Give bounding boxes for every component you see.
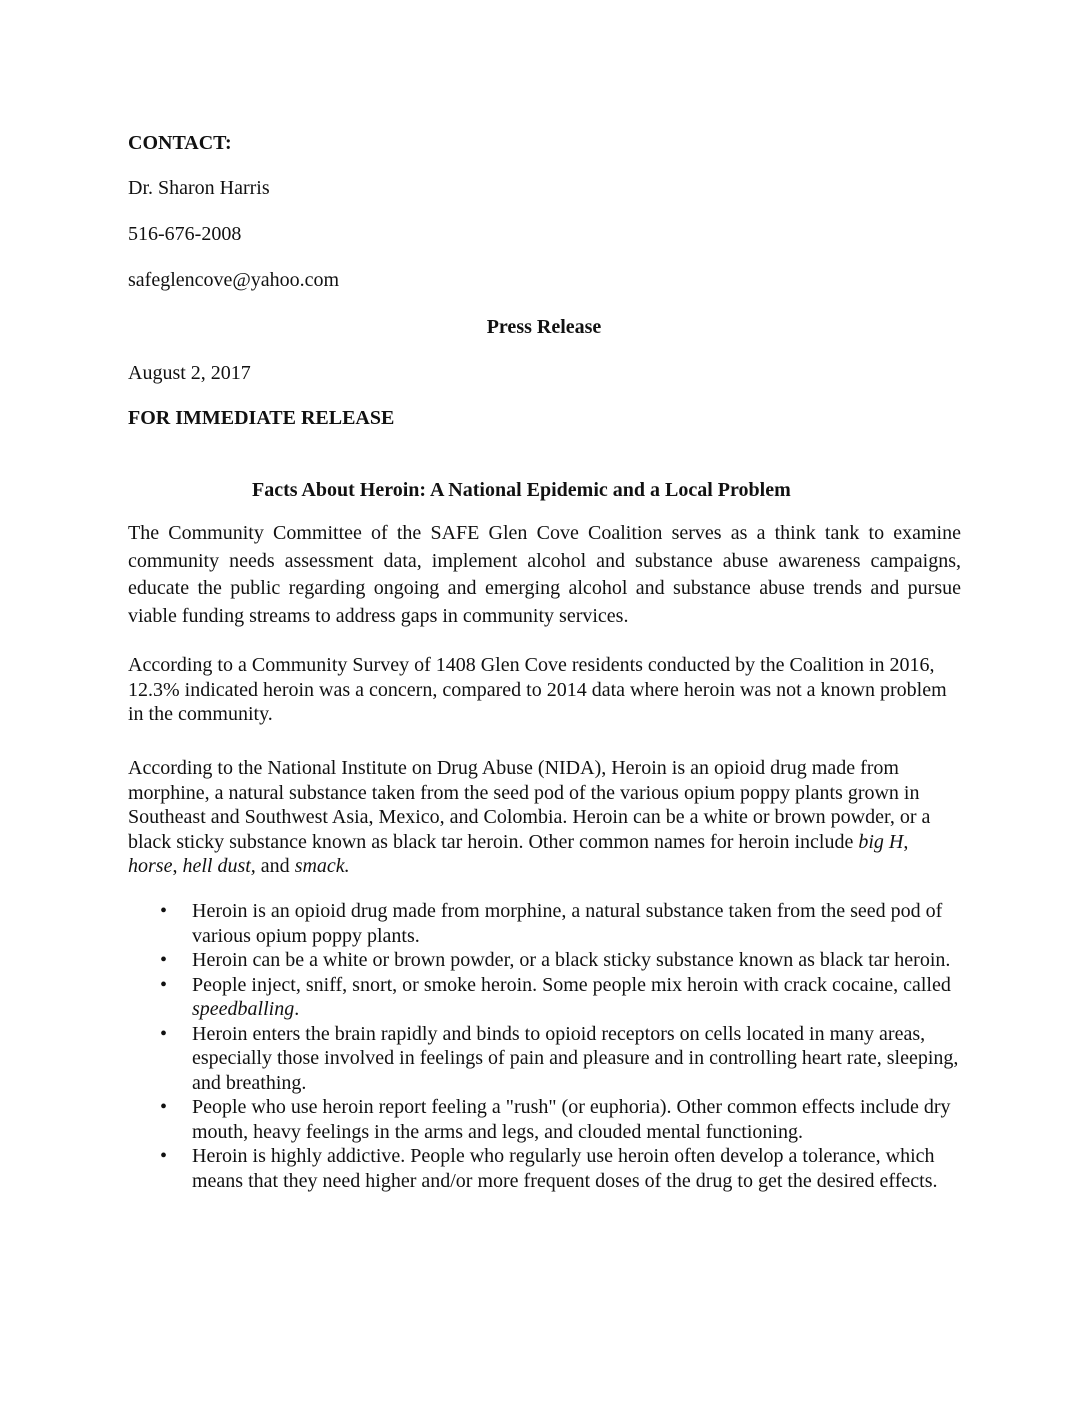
facts-bullet-list [128,899,961,1193]
bullet-icon: • [160,1145,168,1167]
contact-name: Dr. Sharon Harris [128,177,270,199]
list-item-text: People inject, sniff, snort, or smoke heroin. Some people mix heroin with crack cocaine, called [192,973,951,996]
street-name-horse: horse [128,855,173,877]
bullet-icon: • [160,900,168,922]
list-item [128,948,961,973]
list-item-text: Heroin enters the brain rapidly and binds to opioid receptors on cells located in many areas, especially those involved in feelings of pain and pleasure and in controlling heart rate, sleeping, and breathing. [192,1022,959,1094]
contact-email: safeglencove@yahoo.com [128,269,340,291]
list-item-text: Heroin is highly addictive. People who regularly use heroin often develop a tolerance, which means that they need higher and/or more frequent doses of the drug to get the desired effects. [192,1145,938,1192]
separator: , [903,830,909,853]
list-item-text-end: . [294,998,300,1020]
separator: , [172,855,183,877]
list-item [128,1095,961,1144]
press-release-label: Press Release [486,316,602,338]
bullet-icon: • [160,1022,168,1045]
separator: and [255,855,295,877]
list-item [128,973,961,1022]
release-date: August 2, 2017 [128,362,251,384]
list-item [128,899,961,948]
list-item-text: Heroin can be a white or brown powder, or a black sticky substance known as black tar heroin. [192,949,951,971]
paragraph-survey: According to a Community Survey of 1408 Glen Cove residents conducted by the Coalition in 2016, 12.3% indicated heroin was a concern, compared to 2014 data where heroin was not a known problem in the community. [128,654,947,725]
bullet-icon: • [160,973,168,996]
contact-heading: CONTACT: [128,132,232,154]
list-item [128,1144,961,1193]
list-item [128,1022,961,1096]
term-speedballing: speedballing [192,998,295,1020]
paragraph-nida [128,756,961,879]
street-name-smack: smack. [294,855,350,877]
list-item-text: Heroin is an opioid drug made from morphine, a natural substance taken from the seed pod of various opium poppy plants. [192,900,943,947]
paragraph-nida-text: According to the National Institute on Drug Abuse (NIDA), Heroin is an opioid drug made from morphine, a natural substance taken from the seed pod of the various opium poppy plants grown in Southeast and Southwest Asia, Mexico, and Colombia. Heroin can be a white or brown powder, or a black sticky substance known as black tar heroin. Other common names for heroin include [128,757,931,853]
bullet-icon: • [160,949,168,971]
release-type: FOR IMMEDIATE RELEASE [128,407,395,429]
street-name-hell-dust: hell dust, [182,855,256,877]
bullet-icon: • [160,1096,168,1118]
paragraph-coalition: The Community Committee of the SAFE Glen Cove Coalition serves as a think tank to examine community needs assessment data, implement alcohol and substance abuse awareness campaigns, educate the public regarding ongoing and emerging alcohol and substance abuse trends and pursue viable funding streams to address gaps in community services. [128,522,961,627]
list-item-text: People who use heroin report feeling a "rush" (or euphoria). Other common effects include dry mouth, heavy feelings in the arms and legs, and clouded mental functioning. [192,1096,951,1143]
document-title: Facts About Heroin: A National Epidemic and a Local Problem [252,479,791,501]
contact-phone: 516-676-2008 [128,223,242,245]
street-name-big-h: big H [858,830,904,853]
